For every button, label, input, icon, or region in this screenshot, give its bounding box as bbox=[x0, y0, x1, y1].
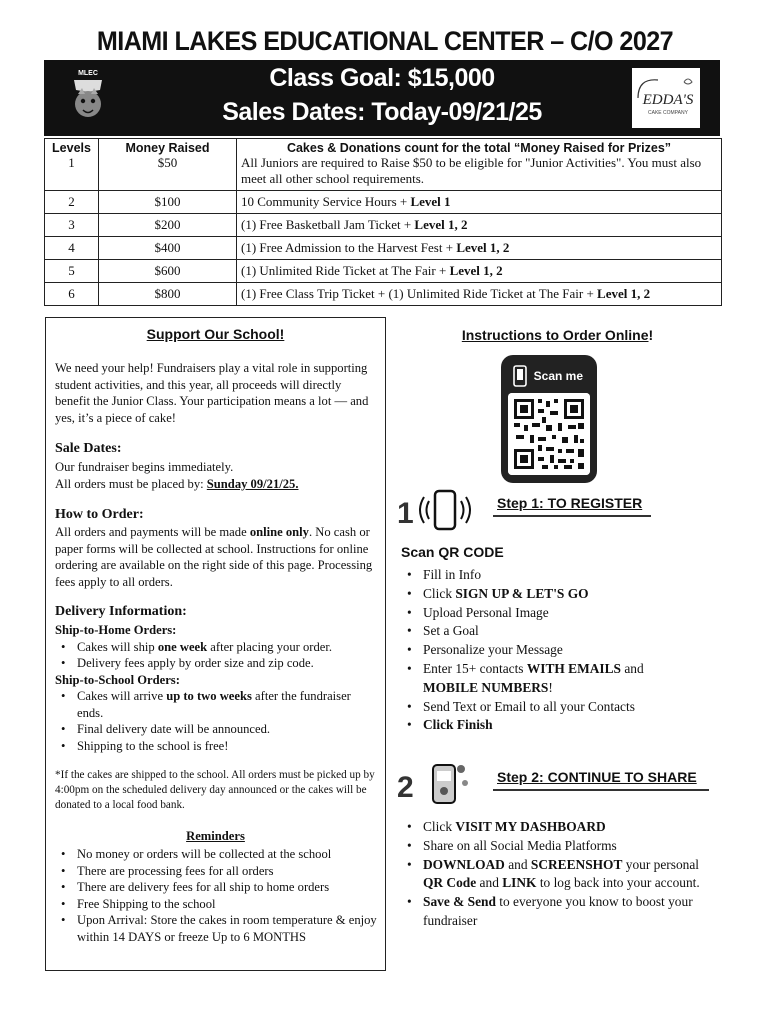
money-cell: $600 bbox=[99, 260, 237, 283]
item-text: and bbox=[504, 856, 531, 872]
delivery-heading: Delivery Information: bbox=[55, 604, 187, 619]
reward-level: Level 1, 2 bbox=[456, 240, 510, 255]
item-bold: up to two weeks bbox=[166, 689, 252, 703]
page-title: MIAMI LAKES EDUCATIONAL CENTER – C/O 2027 bbox=[96, 26, 674, 56]
how-text-bold: online only bbox=[249, 525, 309, 539]
reward-level: Level 1 bbox=[410, 194, 451, 209]
list-item bbox=[401, 585, 701, 604]
eddas-cake-company-logo bbox=[632, 68, 700, 128]
reward-level: Level 1, 2 bbox=[414, 217, 468, 232]
list-item: • Personalize your Message bbox=[401, 641, 701, 660]
item-text: and bbox=[476, 875, 503, 891]
list-item bbox=[401, 856, 709, 894]
step1-divider bbox=[493, 515, 651, 517]
step2-list bbox=[401, 818, 709, 931]
money-cell: $200 bbox=[99, 214, 237, 237]
reward-cell bbox=[237, 260, 722, 283]
item-bold: QR Code bbox=[423, 875, 477, 891]
item-text: and bbox=[621, 660, 644, 676]
reward-level: Level 1, 2 bbox=[597, 286, 651, 301]
list-item: • Final delivery date will be announced. bbox=[55, 721, 377, 738]
sales-dates: Sales Dates: Today-09/21/25 bbox=[222, 98, 542, 126]
list-item: • Set a Goal bbox=[401, 622, 701, 641]
list-item bbox=[401, 818, 709, 837]
step2-number: 2 bbox=[397, 771, 414, 804]
level-cell: 6 bbox=[45, 283, 99, 306]
item-bold: WITH EMAILS bbox=[526, 660, 621, 676]
list-item: • Free Shipping to the school bbox=[55, 896, 377, 913]
item-text: your personal bbox=[622, 856, 700, 872]
item-bold: SIGN UP & LET'S GO bbox=[455, 585, 589, 601]
reward-text: (1) Free Basketball Jam Ticket + bbox=[241, 217, 415, 232]
table-row bbox=[45, 191, 722, 214]
level-cell: 2 bbox=[45, 191, 99, 214]
step1-title: Step 1: TO REGISTER bbox=[497, 495, 643, 511]
pickup-note: *If the cakes are shipped to the school. All orders must be picked up by 4:00pm on the scheduled delivery day announced or the cakes will be donated to a local food bank. bbox=[55, 769, 375, 811]
money-cell: $100 bbox=[99, 191, 237, 214]
step2-divider bbox=[493, 789, 709, 791]
delivery-info bbox=[55, 622, 377, 754]
ship-home-list bbox=[55, 639, 377, 672]
how-to-order-heading: How to Order: bbox=[55, 507, 144, 522]
list-item: • Send Text or Email to all your Contacts bbox=[401, 698, 701, 717]
intro-paragraph: We need your help! Fundraisers play a vital role in supporting student activities, and this year, all proceeds will directly benefit the Junior Class. Your participation means a lot — and yes, it’s a piece of cake! bbox=[55, 361, 369, 425]
table-row bbox=[45, 214, 722, 237]
qr-card[interactable] bbox=[501, 355, 597, 483]
table-row bbox=[45, 155, 722, 191]
item-text: to log back into your account. bbox=[536, 875, 700, 891]
support-school-panel bbox=[45, 317, 386, 971]
reward-cell bbox=[237, 191, 722, 214]
step2-title: Step 2: CONTINUE TO SHARE bbox=[497, 769, 697, 785]
item-text: after placing your order. bbox=[207, 639, 332, 654]
deadline-date: Sunday 09/21/25. bbox=[206, 476, 299, 491]
item-text: to everyone you know to boost your fundraiser bbox=[423, 894, 693, 928]
item-bold: DOWNLOAD bbox=[423, 856, 505, 872]
sale-dates-line bbox=[55, 476, 375, 493]
money-cell: $400 bbox=[99, 237, 237, 260]
phone-share-icon bbox=[397, 759, 477, 807]
ship-school-list bbox=[55, 688, 377, 754]
header-money-raised: Money Raised bbox=[99, 139, 237, 156]
reward-cell bbox=[237, 283, 722, 306]
instructions-title-suffix: ! bbox=[648, 327, 654, 343]
svg-text:EDDA'S: EDDA'S bbox=[642, 92, 694, 108]
money-cell: $50 bbox=[99, 155, 237, 191]
item-text: ! bbox=[548, 679, 553, 695]
list-item bbox=[401, 893, 709, 931]
header-levels: Levels bbox=[45, 139, 99, 156]
step1-number: 1 bbox=[397, 497, 414, 530]
item-text: Cakes will ship bbox=[77, 639, 158, 654]
scan-qr-heading: Scan QR CODE bbox=[401, 544, 504, 560]
table-row bbox=[45, 283, 722, 306]
scan-me-label: Scan me bbox=[533, 369, 583, 383]
online-order-panel bbox=[393, 317, 722, 971]
header-banner bbox=[44, 60, 720, 136]
support-title: Support Our School! bbox=[146, 326, 285, 342]
list-item bbox=[401, 716, 701, 735]
reward-cell: All Juniors are required to Raise $50 to be eligible for "Junior Activities". You must also meet all other school requirements. bbox=[237, 155, 722, 191]
svg-text:CAKE COMPANY: CAKE COMPANY bbox=[648, 110, 688, 116]
item-bold: one week bbox=[157, 639, 208, 654]
instructions-title bbox=[393, 327, 722, 344]
list-item: • Fill in Info bbox=[401, 566, 701, 585]
reward-text: (1) Unlimited Ride Ticket at The Fair + bbox=[241, 263, 450, 278]
level-cell: 3 bbox=[45, 214, 99, 237]
reward-text: (1) Free Class Trip Ticket + (1) Unlimited Ride Ticket at The Fair + bbox=[241, 286, 598, 301]
reward-text: 10 Community Service Hours + bbox=[241, 194, 411, 209]
sale-dates-line: Our fundraiser begins immediately. bbox=[55, 460, 234, 474]
reminders-heading: Reminders bbox=[186, 829, 245, 843]
how-to-order-text bbox=[55, 524, 377, 590]
step1-list bbox=[401, 566, 701, 735]
levels-table bbox=[44, 138, 722, 306]
level-cell: 4 bbox=[45, 237, 99, 260]
list-item: • There are delivery fees for all ship to home orders bbox=[55, 879, 377, 896]
list-item: • There are processing fees for all orders bbox=[55, 863, 377, 880]
table-row bbox=[45, 237, 722, 260]
item-text: Click bbox=[423, 585, 456, 601]
item-bold: LINK bbox=[502, 875, 537, 891]
item-text: Click bbox=[423, 819, 456, 834]
sale-dates-text bbox=[55, 459, 375, 492]
qr-code[interactable] bbox=[508, 393, 590, 475]
list-item: • No money or orders will be collected at the school bbox=[55, 846, 377, 863]
sale-dates-heading: Sale Dates: bbox=[55, 441, 122, 456]
list-item bbox=[401, 660, 701, 698]
reminders-list bbox=[55, 846, 377, 945]
reward-cell bbox=[237, 237, 722, 260]
item-text: Cakes will arrive bbox=[77, 689, 167, 703]
class-goal: Class Goal: $15,000 bbox=[269, 64, 495, 92]
reward-text: (1) Free Admission to the Harvest Fest + bbox=[241, 240, 457, 255]
item-text: Enter 15+ contacts bbox=[423, 660, 527, 676]
list-item bbox=[55, 639, 377, 656]
reward-level: Level 1, 2 bbox=[449, 263, 503, 278]
ship-school-heading: Ship-to-School Orders: bbox=[55, 672, 180, 687]
phone-signal-icon bbox=[397, 487, 477, 533]
item-bold: MOBILE NUMBERS bbox=[423, 679, 549, 695]
list-item: • Delivery fees apply by order size and zip code. bbox=[55, 655, 377, 672]
svg-text:MLEC: MLEC bbox=[78, 70, 98, 77]
reward-cell bbox=[237, 214, 722, 237]
list-item: • Share on all Social Media Platforms bbox=[401, 837, 709, 856]
item-bold: Save & Send bbox=[423, 894, 496, 910]
table-row bbox=[45, 260, 722, 283]
item-text: after the fundraiser ends. bbox=[77, 689, 351, 720]
list-item bbox=[55, 688, 377, 721]
item-bold: SCREENSHOT bbox=[530, 856, 623, 872]
list-item: • Shipping to the school is free! bbox=[55, 738, 377, 755]
instructions-title-text: Instructions to Order Online bbox=[461, 327, 649, 343]
header-rewards: Cakes & Donations count for the total “Money Raised for Prizes” bbox=[237, 139, 722, 156]
list-item: • Upload Personal Image bbox=[401, 604, 701, 623]
item-bold: VISIT MY DASHBOARD bbox=[455, 819, 606, 834]
deadline-label: All orders must be placed by: bbox=[55, 476, 207, 491]
money-cell: $800 bbox=[99, 283, 237, 306]
ship-home-heading: Ship-to-Home Orders: bbox=[55, 623, 177, 637]
level-cell: 5 bbox=[45, 260, 99, 283]
level-cell: 1 bbox=[45, 155, 99, 191]
how-text: All orders and payments will be made bbox=[55, 525, 250, 539]
how-text: . No cash or paper forms will be collected at school. Instructions for online ordering are available on the right side of this page. Processing fees apply to all orders. bbox=[55, 525, 373, 589]
list-item: • Upon Arrival: Store the cakes in room temperature & enjoy within 14 DAYS or freeze Up to 6 MONTHS bbox=[55, 912, 377, 945]
item-bold: Click Finish bbox=[423, 717, 493, 733]
